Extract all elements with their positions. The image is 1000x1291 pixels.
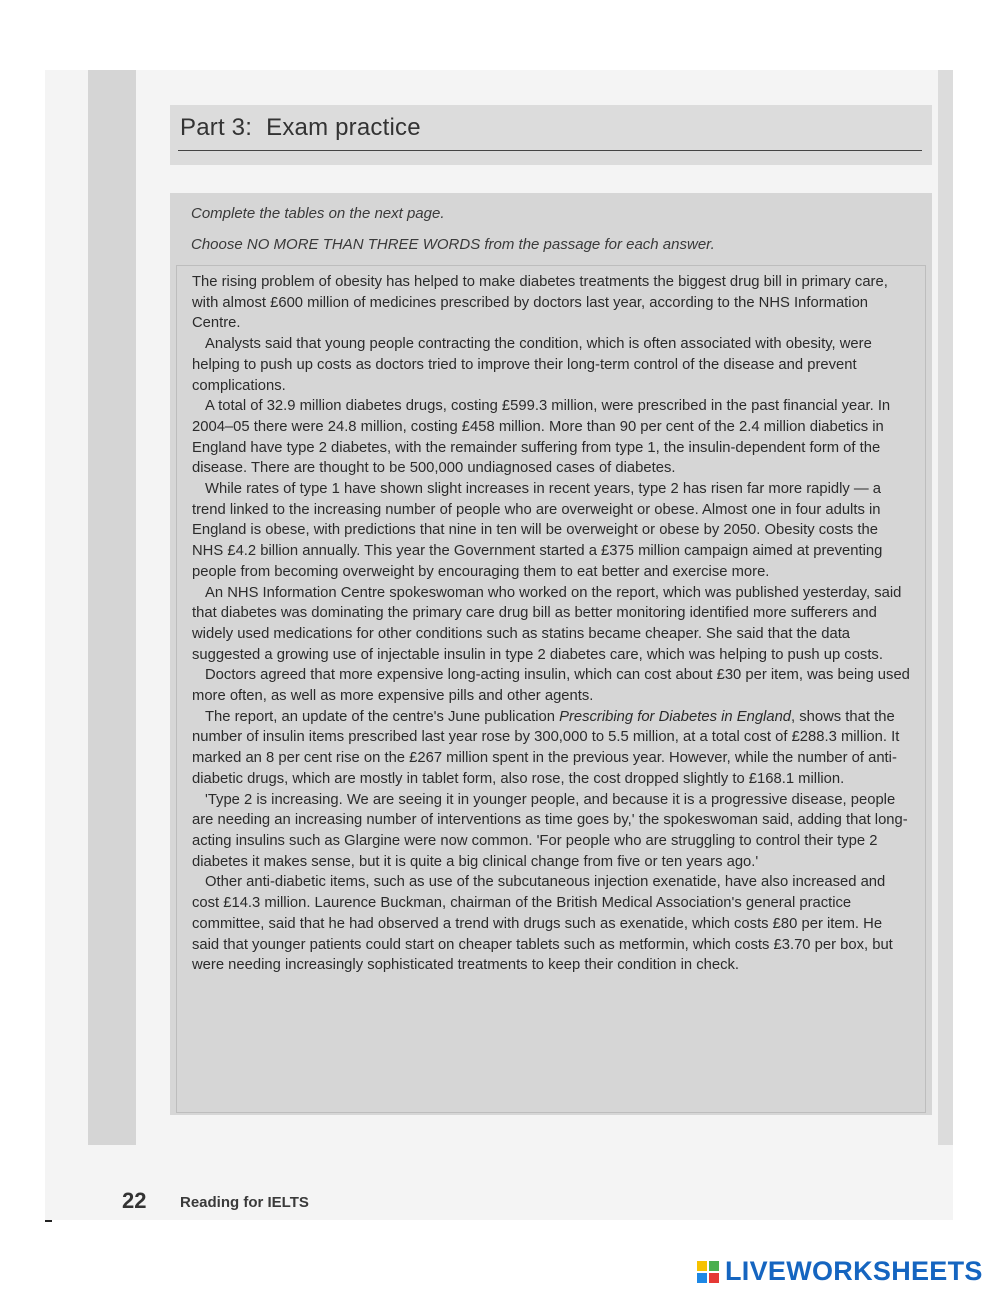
reading-passage	[192, 272, 912, 976]
instruction-complete-tables: Complete the tables on the next page.	[191, 205, 445, 222]
logo-square	[709, 1261, 719, 1271]
passage-paragraph: A total of 32.9 million diabetes drugs, costing £599.3 million, were prescribed in the past financial year. In 2004–05 there were 24.8 million, costing £458 million. More than 90 per cent of the 2.4 million diabetics in England have type 2 diabetes, with the remainder suffering from type 1, the insulin-dependent form of the disease. There are thought to be 500,000 undiagnosed cases of diabetes.	[192, 398, 891, 477]
passage-paragraph: Doctors agreed that more expensive long-acting insulin, which can cost about £30 per item, was being used more often, as well as more expensive pills and other agents.	[192, 667, 910, 705]
logo-square	[697, 1273, 707, 1283]
passage-paragraph	[192, 707, 912, 790]
liveworksheets-logo-icon	[697, 1261, 719, 1283]
instruction-word-limit: Choose NO MORE THAN THREE WORDS from the passage for each answer.	[191, 236, 715, 253]
page-margin-strip	[88, 70, 136, 1145]
page-number: 22	[122, 1188, 147, 1213]
passage-paragraph: The rising problem of obesity has helped to make diabetes treatments the biggest drug bill in primary care, with almost £600 million of medicines prescribed by doctors last year, according to the NHS Information Centre.	[192, 274, 888, 332]
passage-paragraph: Other anti-diabetic items, such as use of the subcutaneous injection exenatide, have also increased and cost £14.3 million. Laurence Buckman, chairman of the British Medical Association's general practice committee, said that he had observed a trend with drugs such as exenatide, which costs £80 per item. He said that younger patients could start on cheaper tablets such as metformin, which costs £3.70 per box, but were needing increasingly sophisticated treatments to keep their condition in check.	[192, 874, 893, 974]
passage-paragraph: An NHS Information Centre spokeswoman who worked on the report, which was published yesterday, said that diabetes was dominating the primary care drug bill as better monitoring identified more sufferers and widely used medications for other conditions such as statins became cheaper. She said that the data suggested a growing use of injectable insulin in type 2 diabetes care, which was helping to push up costs.	[192, 584, 902, 663]
liveworksheets-brand[interactable]	[697, 1256, 983, 1287]
section-title: Exam practice	[266, 114, 421, 141]
scan-mark	[45, 1220, 52, 1222]
passage-paragraph: While rates of type 1 have shown slight increases in recent years, type 2 has risen far more rapidly — a trend linked to the increasing number of people who are overweight or obese. Almost one in four adults in England is obese, with predictions that nine in ten will be overweight or obese by 2050. Obesity costs the NHS £4.2 billion annually. This year the Government started a £375 million campaign aimed at preventing people from becoming overweight by encouraging them to eat better and exercise more.	[192, 481, 883, 580]
heading-rule	[178, 150, 922, 151]
logo-square	[709, 1273, 719, 1283]
passage-paragraph: 'Type 2 is increasing. We are seeing it in younger people, and because it is a progressive disease, people are needing an increasing number of interventions as time goes by,' the spokeswoman said, adding that long-acting insulins such as Glargine were now common. 'For people who are struggling to control their type 2 diabetes it makes sense, but it is quite a big clinical change from five or ten years ago.'	[192, 791, 908, 870]
part-label: Part 3:	[180, 114, 253, 141]
passage-text: , shows that the number of insulin items prescribed last year rose by 300,000 to 5.5 million, at a total cost of £288.3 million. It marked an 8 per cent rise on the £267 million spent in the previous year. However, while the number of anti-diabetic drugs, which are mostly in tablet form, also rose, the cost dropped slightly to £168.1 million.	[192, 708, 900, 787]
section-heading	[180, 114, 421, 142]
book-title: Reading for IELTS	[180, 1194, 309, 1211]
logo-square	[697, 1261, 707, 1271]
passage-text: The report, an update of the centre's June publication	[205, 708, 560, 725]
brand-name: LIVEWORKSHEETS	[725, 1256, 983, 1286]
publication-title: Prescribing for Diabetes in England	[559, 708, 792, 725]
page-edge-strip	[938, 70, 953, 1145]
passage-paragraph: Analysts said that young people contracting the condition, which is often associated with obesity, were helping to push up costs as doctors tried to improve their long-term control of the disease and prevent complications.	[192, 336, 872, 394]
